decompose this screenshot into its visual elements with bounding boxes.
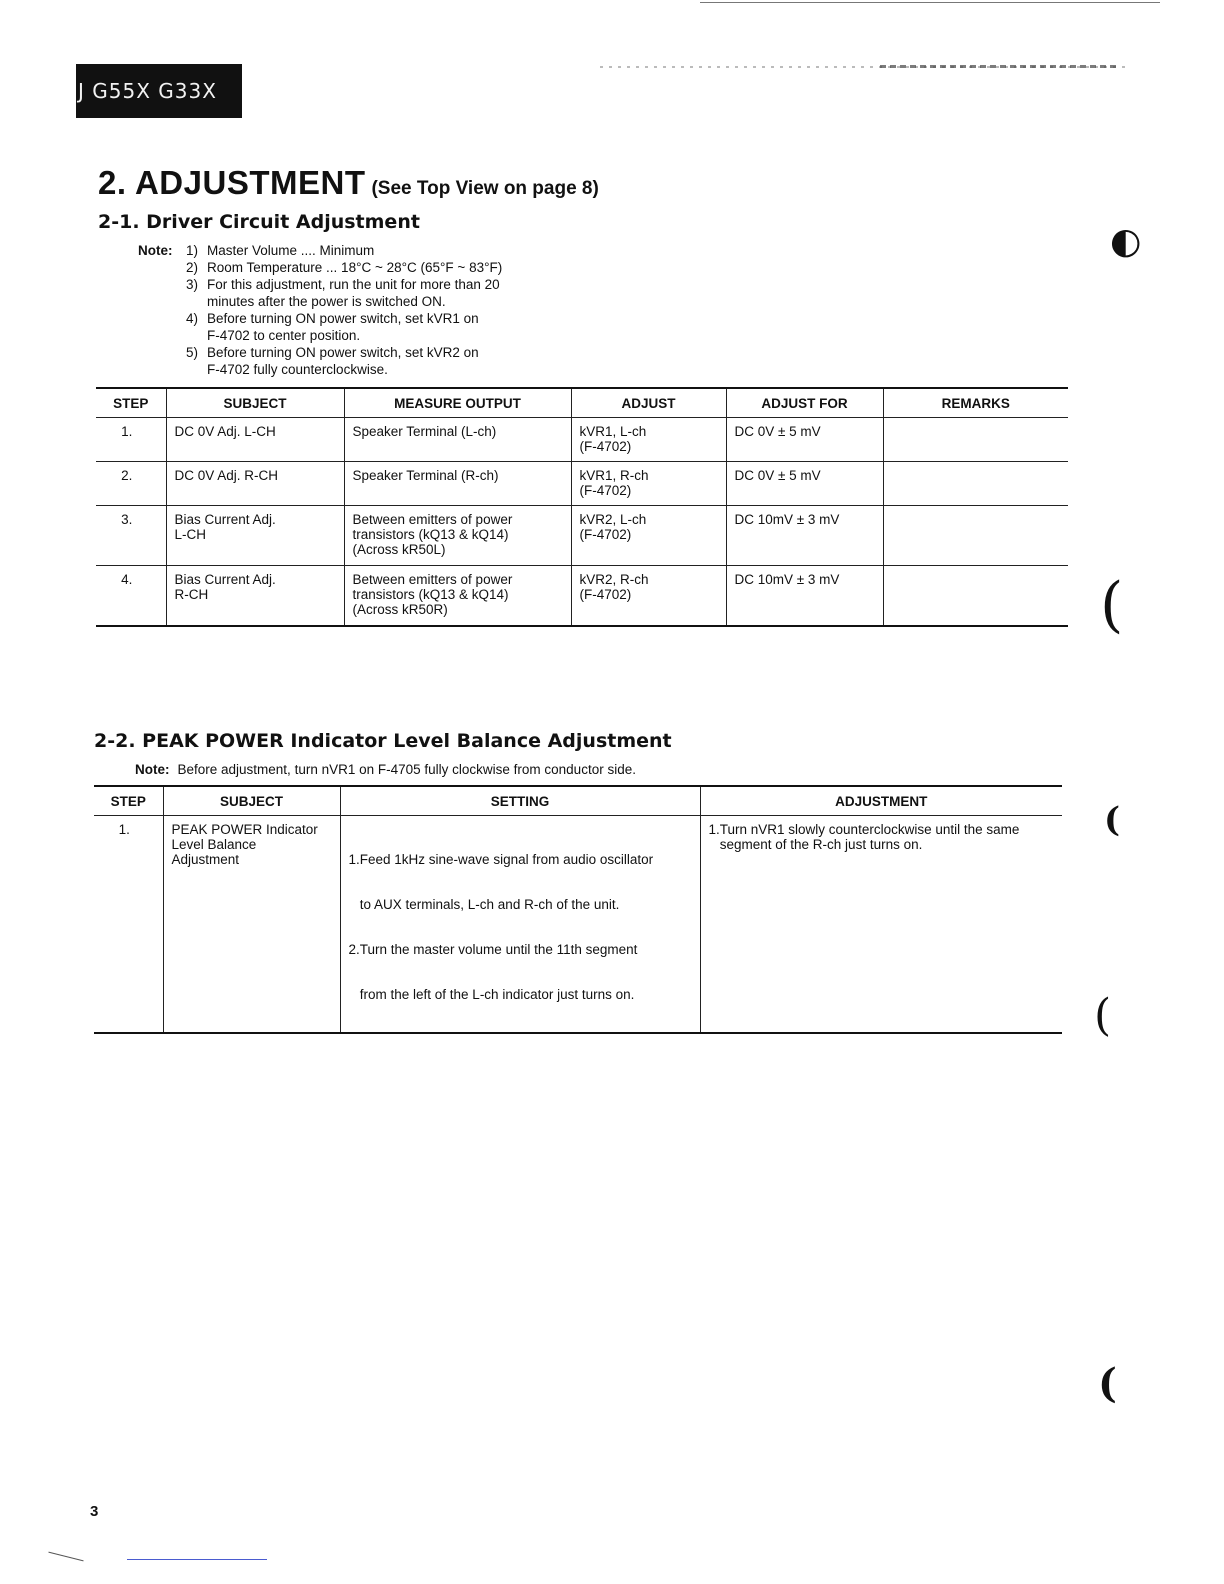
cell-subject: [166, 506, 344, 566]
cell-text: Level Balance: [171, 837, 257, 852]
table-row: [96, 566, 1068, 626]
note-item: [138, 242, 502, 259]
cell-measure-output: [344, 566, 571, 626]
cell-text: segment of the R-ch just turns on.: [708, 837, 923, 852]
note-number: 1): [186, 243, 199, 258]
column-header-remarks: REMARKS: [883, 388, 1068, 418]
note-number: 3): [186, 277, 199, 292]
cell-text: Between emitters of power: [352, 572, 513, 587]
note-text: Before turning ON power switch, set kVR2 on: [207, 345, 479, 360]
note-text: F-4702 fully counterclockwise.: [207, 362, 388, 377]
model-tab: J G55X G33X: [76, 64, 242, 118]
note-item: [138, 276, 502, 310]
cell-text: Adjustment: [171, 852, 240, 867]
cell-text: Speaker Terminal (L-ch): [352, 424, 497, 439]
note-number: 5): [186, 345, 199, 360]
note-text: For this adjustment, run the unit for more than 20: [207, 277, 500, 292]
cell-subject: [166, 462, 344, 506]
scan-artifact-top-rule: [700, 2, 1160, 3]
cell-text: L-CH: [174, 527, 207, 542]
note-text: Before turning ON power switch, set kVR1 on: [207, 311, 479, 326]
cell-text: (F-4702): [579, 587, 632, 602]
cell-remarks: [883, 418, 1068, 462]
binder-hole-mark: ◐: [1110, 220, 1142, 262]
note-number: 2): [186, 260, 199, 275]
cell-adjust-for: DC 0V ± 5 mV: [726, 462, 883, 506]
cell-text: (F-4702): [579, 483, 632, 498]
cell-adjust: [571, 418, 726, 462]
cell-remarks: [883, 462, 1068, 506]
column-header-step: STEP: [94, 786, 163, 816]
notes-label: Note:: [138, 243, 173, 258]
cell-measure-output: [344, 506, 571, 566]
column-header-setting: SETTING: [340, 786, 700, 816]
note-text: F-4702 to center position.: [207, 328, 361, 343]
cell-remarks: [883, 506, 1068, 566]
cell-subject: [166, 418, 344, 462]
table-row: [96, 462, 1068, 506]
scan-artifact-blue-line: [127, 1559, 267, 1560]
cell-setting: [340, 816, 700, 1034]
cell-text: kVR1, R-ch: [579, 468, 649, 483]
cell-measure-output: [344, 418, 571, 462]
note-item: [138, 310, 502, 344]
cell-step: 2.: [96, 462, 166, 506]
cell-step: 3.: [96, 506, 166, 566]
column-header-measure-output: MEASURE OUTPUT: [344, 388, 571, 418]
binder-hole-mark: (: [1100, 570, 1124, 640]
column-header-adjustment: ADJUSTMENT: [700, 786, 1062, 816]
page-title-sub: (See Top View on page 8): [371, 178, 599, 199]
note-text: Master Volume .... Minimum: [207, 243, 375, 258]
notes-block: [138, 242, 502, 378]
scan-artifact-scratch: [48, 1552, 83, 1562]
cell-step: 4.: [96, 566, 166, 626]
note-item: [138, 259, 502, 276]
cell-adjust-for: DC 10mV ± 3 mV: [726, 566, 883, 626]
column-header-step: STEP: [96, 388, 166, 418]
binder-hole-mark: (: [1104, 800, 1121, 840]
note-text: Before adjustment, turn nVR1 on F-4705 fully clockwise from conductor side.: [177, 762, 636, 777]
cell-adjust: [571, 506, 726, 566]
note-item: [138, 344, 502, 378]
cell-text: PEAK POWER Indicator: [171, 822, 318, 837]
cell-subject: [163, 816, 340, 1034]
cell-text: transistors (kQ13 & kQ14): [352, 527, 509, 542]
cell-step: 1.: [96, 418, 166, 462]
column-header-adjust-for: ADJUST FOR: [726, 388, 883, 418]
peak-power-adjustment-table: [94, 785, 1062, 1034]
cell-text: 1.Turn nVR1 slowly counterclockwise until the same: [708, 822, 1020, 837]
binder-hole-mark: (: [1094, 990, 1112, 1041]
cell-step: 1.: [94, 816, 163, 1034]
cell-adjustment: [700, 816, 1062, 1034]
column-header-subject: SUBJECT: [166, 388, 344, 418]
cell-adjust-for: DC 10mV ± 3 mV: [726, 506, 883, 566]
cell-adjust-for: DC 0V ± 5 mV: [726, 418, 883, 462]
cell-measure-output: [344, 462, 571, 506]
cell-text: kVR2, L-ch: [579, 512, 647, 527]
cell-text: DC 0V Adj. L-CH: [174, 424, 276, 439]
cell-text: (F-4702): [579, 439, 632, 454]
page-title: [98, 164, 599, 202]
page-number: 3: [90, 1503, 99, 1520]
cell-text: Bias Current Adj.: [174, 512, 276, 527]
page-title-main: 2. ADJUSTMENT: [98, 164, 366, 201]
cell-text: 1.Feed 1kHz sine-wave signal from audio oscillator: [348, 852, 654, 867]
cell-text: from the left of the L-ch indicator just turns on.: [348, 987, 635, 1002]
note-number: 4): [186, 311, 199, 326]
cell-text: transistors (kQ13 & kQ14): [352, 587, 509, 602]
cell-text: Bias Current Adj.: [174, 572, 276, 587]
cell-adjust: [571, 566, 726, 626]
note-label: Note:: [135, 762, 170, 777]
section-heading-peak-power: 2-2. PEAK POWER Indicator Level Balance Adjustment: [94, 730, 672, 752]
binder-hole-mark: (: [1098, 1360, 1117, 1407]
table-row: [96, 418, 1068, 462]
cell-text: kVR1, L-ch: [579, 424, 647, 439]
table-header-row: [96, 388, 1068, 418]
cell-text: Speaker Terminal (R-ch): [352, 468, 499, 483]
table-row: [96, 506, 1068, 566]
table-header-row: [94, 786, 1062, 816]
cell-remarks: [883, 566, 1068, 626]
cell-text: DC 0V Adj. R-CH: [174, 468, 279, 483]
driver-adjustment-table: [96, 387, 1068, 627]
column-header-subject: SUBJECT: [163, 786, 340, 816]
cell-text: Between emitters of power: [352, 512, 513, 527]
column-header-adjust: ADJUST: [571, 388, 726, 418]
cell-text: (Across kR50L): [352, 542, 446, 557]
scan-artifact-noise-dark: [880, 65, 1120, 68]
cell-text: R-CH: [174, 587, 209, 602]
cell-text: to AUX terminals, L-ch and R-ch of the unit.: [348, 897, 620, 912]
cell-subject: [166, 566, 344, 626]
cell-text: kVR2, R-ch: [579, 572, 649, 587]
cell-text: 2.Turn the master volume until the 11th segment: [348, 942, 638, 957]
cell-text: (F-4702): [579, 527, 632, 542]
note-text: minutes after the power is switched ON.: [207, 294, 446, 309]
table-row: [94, 816, 1062, 1034]
note-text: Room Temperature ... 18°C ~ 28°C (65°F ~ 83°F): [207, 260, 503, 275]
cell-adjust: [571, 462, 726, 506]
section-heading-driver-circuit: 2-1. Driver Circuit Adjustment: [98, 211, 420, 233]
peak-power-note: [135, 762, 636, 777]
cell-text: (Across kR50R): [352, 602, 448, 617]
